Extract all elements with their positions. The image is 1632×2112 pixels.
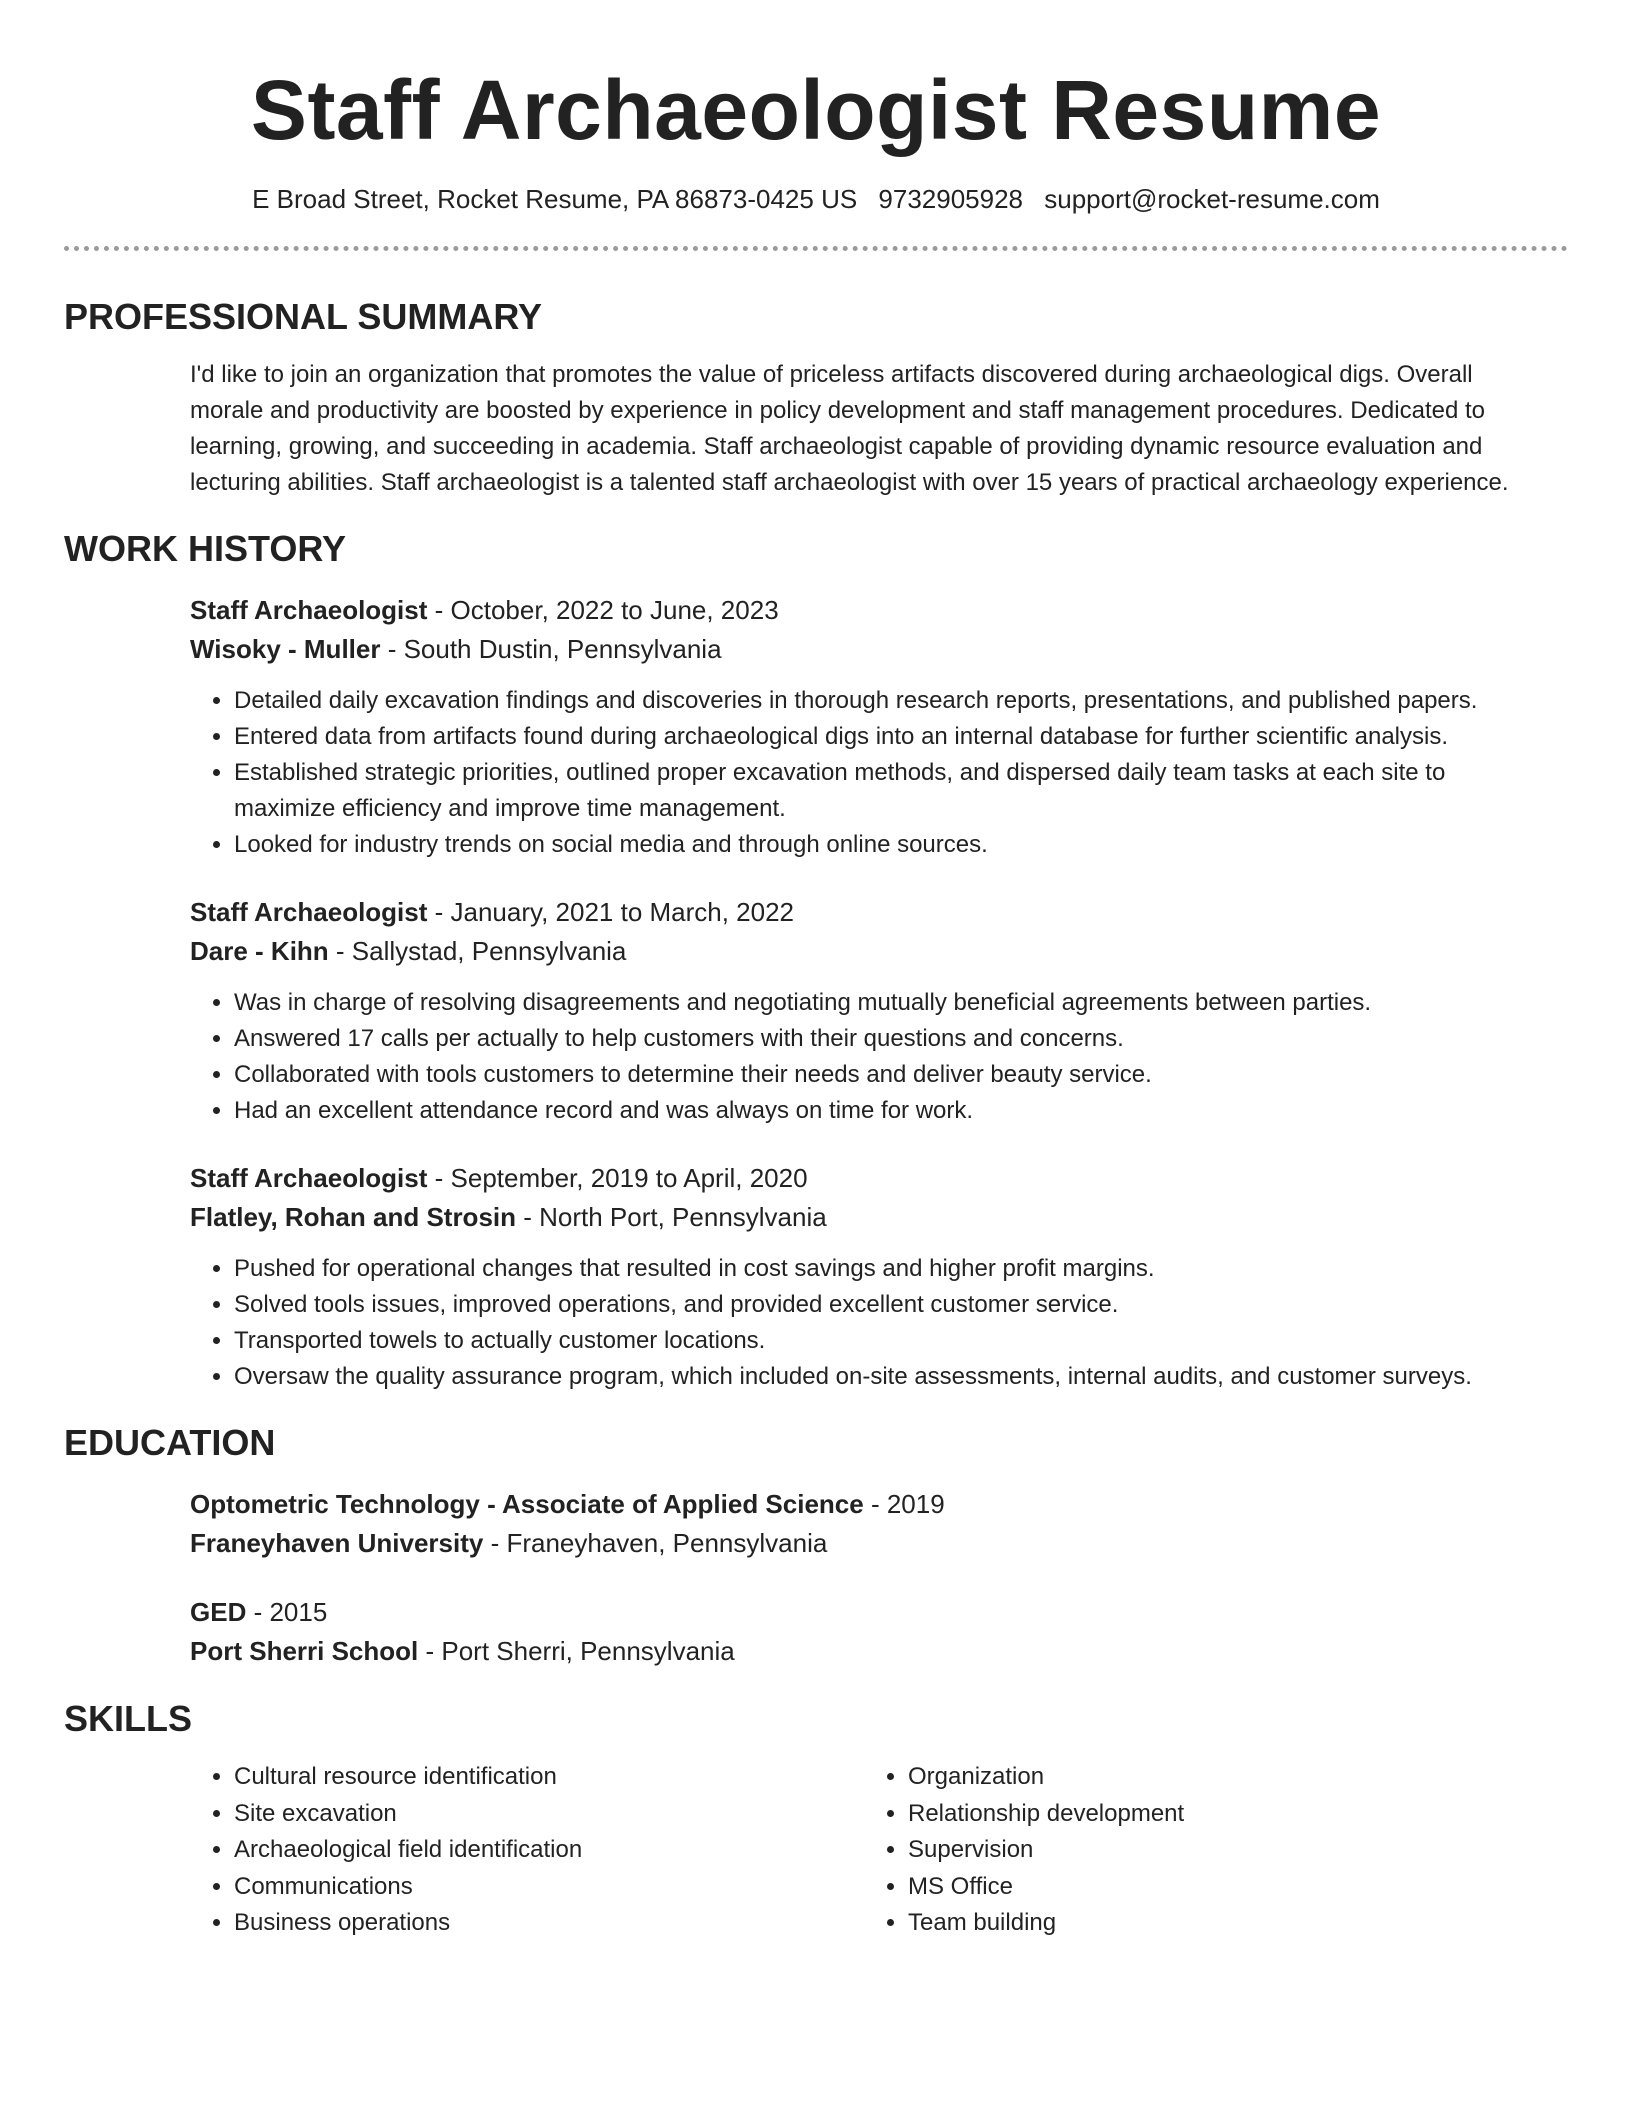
education-school: Franeyhaven University	[190, 1528, 484, 1558]
header-divider	[64, 246, 1568, 251]
summary-section	[64, 295, 1568, 501]
work-heading: WORK HISTORY	[64, 528, 347, 569]
list-item: • Established strategic priorities, outlined proper excavation methods, and dispersed daily team tasks at each site to maximize efficiency and improve time management.	[234, 755, 1538, 827]
list-item: • Team building	[908, 1905, 1538, 1942]
list-item: • Oversaw the quality assurance program, which included on-site assessments, internal audits, and customer surveys.	[234, 1359, 1538, 1395]
list-item: • Archaeological field identification	[234, 1832, 864, 1869]
skills-heading: SKILLS	[64, 1698, 193, 1739]
contact-phone: 9732905928	[878, 184, 1024, 214]
job-location: - South Dustin, Pennsylvania	[380, 634, 722, 664]
education-year: - 2015	[246, 1597, 328, 1627]
list-item: • Organization	[908, 1759, 1538, 1796]
education-degree-line	[190, 1593, 1538, 1632]
job-title-line	[190, 591, 1538, 630]
job-bullets	[190, 985, 1538, 1129]
list-item: • Had an excellent attendance record and was always on time for work.	[234, 1093, 1538, 1129]
work-section	[64, 527, 1568, 1395]
resume-title: Staff Archaeologist Resume	[250, 63, 1382, 157]
job-bullets	[190, 1251, 1538, 1395]
education-school: Port Sherri School	[190, 1636, 419, 1666]
list-item: • Relationship development	[908, 1796, 1538, 1833]
list-item: • Looked for industry trends on social media and through online sources.	[234, 827, 1538, 863]
job-entry	[190, 893, 1538, 1129]
skills-section	[64, 1697, 1568, 1942]
list-item: • Business operations	[234, 1905, 864, 1942]
job-title: Staff Archaeologist	[190, 595, 428, 625]
job-dates: - January, 2021 to March, 2022	[427, 897, 795, 927]
job-entry	[190, 1159, 1538, 1395]
skills-list-right	[864, 1759, 1538, 1942]
resume-page	[64, 0, 1568, 1942]
job-dates: - October, 2022 to June, 2023	[427, 595, 779, 625]
job-company: Dare - Kihn	[190, 936, 329, 966]
education-school-line	[190, 1524, 1538, 1563]
education-location: - Franeyhaven, Pennsylvania	[483, 1528, 828, 1558]
summary-text: I'd like to join an organization that promotes the value of priceless artifacts discovered during archaeological digs. Overall morale and productivity are boosted by experience in policy development and staff management procedures. Dedicated to learning, growing, and succeeding in academia. Staff archaeologist capable of providing dynamic resource evaluation and lecturing abilities. Staff archaeologist is a talented staff archaeologist with over 15 years of practical archaeology experience.	[190, 361, 1509, 496]
job-company-line	[190, 1198, 1538, 1237]
job-bullets	[190, 683, 1538, 863]
list-item: • Communications	[234, 1869, 864, 1906]
education-degree-line	[190, 1485, 1538, 1524]
skills-list-left	[190, 1759, 864, 1942]
job-title-line	[190, 893, 1538, 932]
job-entry	[190, 591, 1538, 863]
education-year: - 2019	[863, 1489, 945, 1519]
list-item: • Answered 17 calls per actually to help customers with their questions and concerns.	[234, 1021, 1538, 1057]
job-company: Wisoky - Muller	[190, 634, 381, 664]
list-item: • Transported towels to actually customer locations.	[234, 1323, 1538, 1359]
job-title: Staff Archaeologist	[190, 897, 428, 927]
list-item: • Cultural resource identification	[234, 1759, 864, 1796]
contact-email: support@rocket-resume.com	[1044, 184, 1380, 214]
job-company: Flatley, Rohan and Strosin	[190, 1202, 517, 1232]
list-item: • Was in charge of resolving disagreements and negotiating mutually beneficial agreements between parties.	[234, 985, 1538, 1021]
skills-grid	[190, 1759, 1538, 1942]
contact-line	[64, 182, 1568, 216]
job-title-line	[190, 1159, 1538, 1198]
contact-address: E Broad Street, Rocket Resume, PA 86873-0425 US	[252, 184, 858, 214]
list-item: • Supervision	[908, 1832, 1538, 1869]
education-degree: GED	[190, 1597, 247, 1627]
job-location: - Sallystad, Pennsylvania	[328, 936, 627, 966]
job-location: - North Port, Pennsylvania	[516, 1202, 827, 1232]
job-company-line	[190, 630, 1538, 669]
education-entry	[190, 1593, 1538, 1671]
job-title: Staff Archaeologist	[190, 1163, 428, 1193]
education-school-line	[190, 1632, 1538, 1671]
education-degree: Optometric Technology - Associate of Applied Science	[190, 1489, 864, 1519]
list-item: • Collaborated with tools customers to determine their needs and deliver beauty service.	[234, 1057, 1538, 1093]
education-entry	[190, 1485, 1538, 1563]
list-item: • Entered data from artifacts found during archaeological digs into an internal database for further scientific analysis.	[234, 719, 1538, 755]
list-item: • Solved tools issues, improved operations, and provided excellent customer service.	[234, 1287, 1538, 1323]
education-heading: EDUCATION	[64, 1422, 276, 1463]
education-location: - Port Sherri, Pennsylvania	[418, 1636, 735, 1666]
job-company-line	[190, 932, 1538, 971]
job-dates: - September, 2019 to April, 2020	[427, 1163, 808, 1193]
summary-heading: PROFESSIONAL SUMMARY	[64, 296, 543, 337]
education-section	[64, 1421, 1568, 1671]
list-item: • Site excavation	[234, 1796, 864, 1833]
list-item: • Detailed daily excavation findings and discoveries in thorough research reports, presentations, and published papers.	[234, 683, 1538, 719]
list-item: • MS Office	[908, 1869, 1538, 1906]
list-item: • Pushed for operational changes that resulted in cost savings and higher profit margins.	[234, 1251, 1538, 1287]
